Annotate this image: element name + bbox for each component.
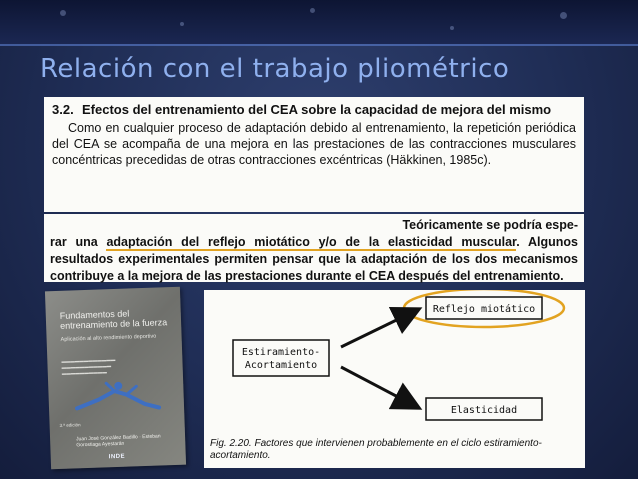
excerpt2-first-line: Teóricamente se podría espe-: [402, 218, 578, 232]
slide-title: Relación con el trabajo pliométrico: [40, 54, 510, 84]
arrow-to-reflex: [341, 310, 417, 347]
highlighted-phrase: adaptación del reflejo miotático y/o de la elasticidad muscular: [106, 235, 517, 249]
text-excerpt-effects: [44, 97, 584, 212]
athlete-lunge-figure-icon: [66, 377, 167, 420]
decorative-header-bar: [0, 0, 638, 44]
excerpt2-paragraph: [50, 234, 578, 285]
decorative-dot: [180, 22, 184, 26]
text-excerpt-adaptation: [44, 214, 584, 282]
excerpt2-prefix: rar una: [50, 235, 107, 249]
decorative-dot: [560, 12, 567, 19]
decorative-accent-line: [0, 44, 638, 46]
section-number: 3.2.: [52, 102, 74, 117]
target-label-bottom: Elasticidad: [450, 405, 518, 416]
decorative-dot: [450, 26, 454, 30]
decorative-dot: [310, 8, 315, 13]
figure-caption: Fig. 2.20. Factores que intervienen probablemente en el ciclo estiramiento-acortamiento.: [210, 438, 542, 461]
book-subtitle: Aplicación al alto rendimiento deportivo: [60, 333, 157, 343]
book-cover-text: ▬▬▬▬▬▬▬▬▬▬▬▬ ▬▬▬▬▬▬▬▬▬▬▬ ▬▬▬▬▬▬▬▬▬▬: [61, 356, 116, 376]
publisher-logo: INDE: [108, 453, 126, 461]
excerpt2-rest: . Algunos resultados experimentales permiten pensar que la adaptación de los dos mecanismos contribuye a la mejora de las prestaciones durante el CEA después del entrenamiento.: [50, 235, 578, 283]
cea-factors-diagram: [204, 290, 585, 438]
target-label-top: Reflejo miotático: [432, 304, 536, 315]
book-cover-image: [45, 287, 186, 470]
excerpt-body: Como en cualquier proceso de adaptación debido al entrenamiento, la repetición periódica del CEA se acompaña de una mejora en las prestaciones de las contracciones musculares concéntricas precedidas de otras contracciones excéntricas (Häkkinen, 1985c).: [52, 121, 576, 167]
source-label-line2: Acortamiento: [244, 360, 318, 371]
book-title: Fundamentos del entrenamiento de la fuerza: [59, 308, 168, 331]
excerpt-heading: [52, 102, 576, 117]
arrow-to-elasticity: [341, 367, 417, 407]
decorative-dot: [60, 10, 66, 16]
section-heading: Efectos del entrenamiento del CEA sobre la capacidad de mejora del mismo: [82, 102, 552, 117]
diagram-panel: [204, 290, 585, 468]
source-label-line1: Estiramiento-: [241, 347, 321, 358]
book-authors: Juan José González Badillo · Esteban Gorostiaga Ayestarán: [76, 433, 161, 449]
book-edition: 3.ª edición: [59, 422, 81, 428]
